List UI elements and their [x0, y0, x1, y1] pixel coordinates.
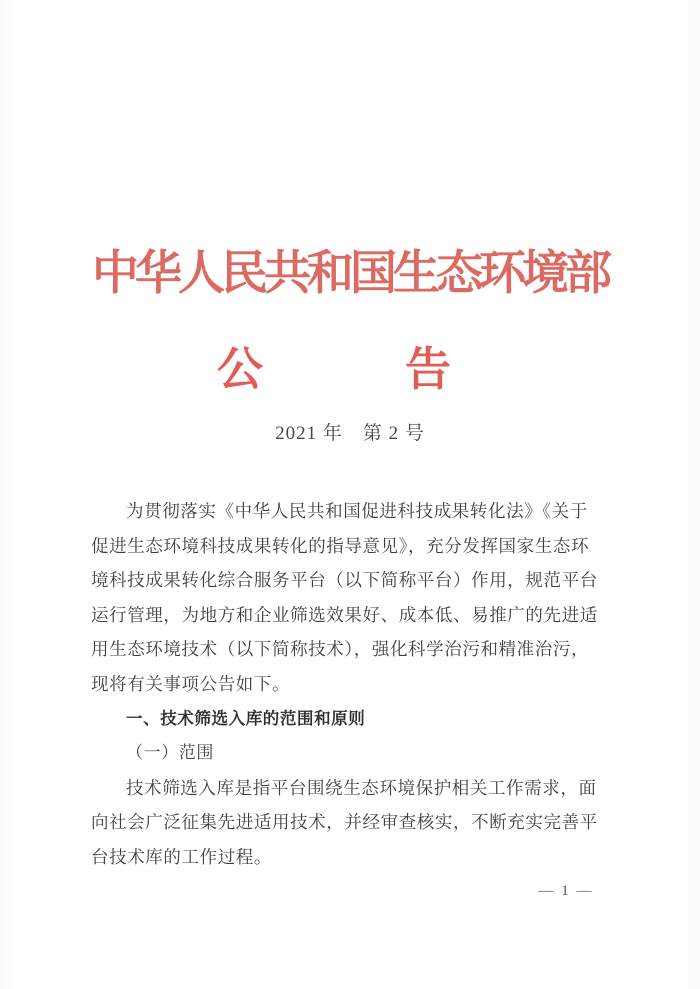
announcement-char-1: 公 — [217, 344, 263, 395]
page-number: — 1 — — [538, 883, 594, 899]
announcement-char-2: 告 — [405, 344, 451, 395]
paragraph-line: 现将有关事项公告如下。 — [91, 673, 291, 694]
paragraph-line: 促进生态环境科技成果转化的指导意见》，充分发挥国家生态环 — [91, 535, 590, 556]
paragraph-line: 技术筛选入库是指平台围绕生态环境保护相关工作需求，面 — [126, 777, 597, 798]
subsection-heading: （一）范围 — [126, 743, 214, 763]
section-heading: 一、技术筛选入库的范围和原则 — [126, 708, 366, 728]
paragraph-line: 台技术库的工作过程。 — [91, 846, 272, 867]
paragraph-line: 用生态环境技术（以下简称技术），强化科学治污和精准治污， — [91, 639, 590, 660]
ministry-title: 中华人民共和国生态环境部 — [92, 248, 608, 300]
issue-number-line: 2021 年 第 2 号 — [275, 423, 425, 444]
announcement-title — [0, 333, 684, 399]
paragraph-line: 运行管理，为地方和企业筛选效果好、成本低、易推广的先进适 — [91, 604, 598, 625]
document-body — [91, 494, 636, 875]
paragraph-line: 境科技成果转化综合服务平台（以下简称平台）作用，规范平台 — [91, 570, 598, 591]
paragraph-line: 向社会广泛征集先进适用技术，并经审查核实，不断充实完善平 — [91, 812, 598, 833]
paragraph-line: 为贯彻落实《中华人民共和国促进科技成果转化法》《关于 — [126, 501, 588, 521]
